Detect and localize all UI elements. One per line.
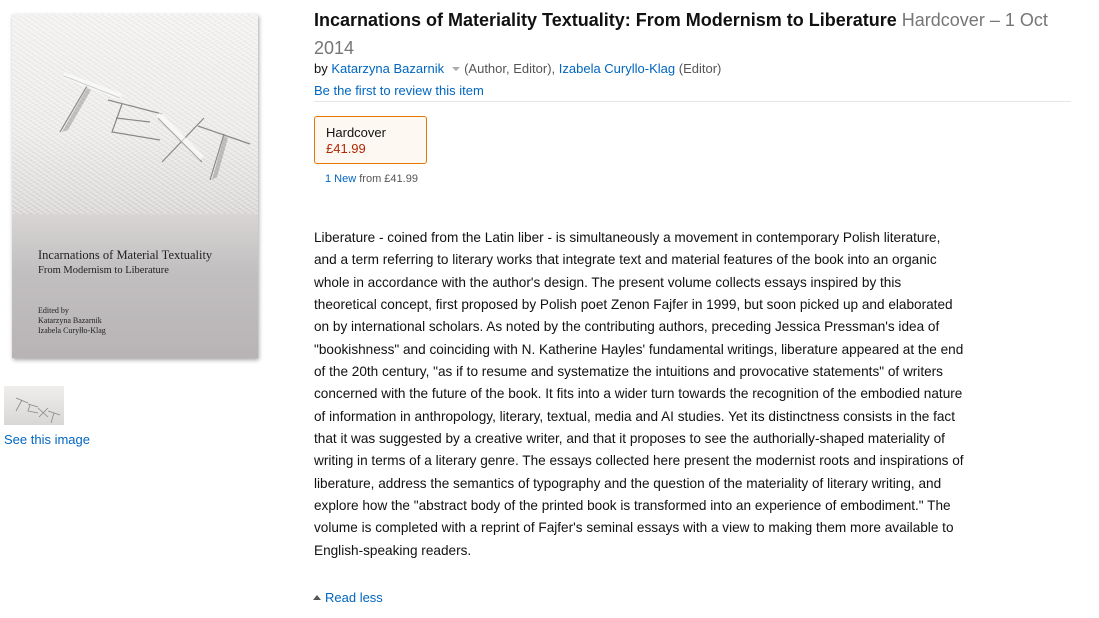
cover-editors — [38, 306, 248, 336]
author-2-role: (Editor) — [678, 61, 722, 76]
cover-editor-2: Izabela Curyłło-Klag — [38, 326, 106, 335]
new-offers-link[interactable]: 1 New — [325, 173, 357, 185]
read-less-label: Read less — [325, 590, 383, 605]
author-1-role: (Author, Editor), — [464, 61, 556, 76]
cover-thumbnail[interactable] — [4, 386, 64, 425]
book-description: Liberature - coined from the Latin liber - is simultaneously a movement in contemporary Polish literature, and a term referring to literary works that integrate text and material features of the book into an organic whole in accordance with the author's design. The present volume collects essays inspired by this theoretical concept, first proposed by Polish poet Zenon Fajfer in 1999, but soon picked up and elaborated on by international scholars. As noted by the contributing authors, preceding Jessica Pressman's idea of "bookishness" and coinciding with N. Katherine Hayles' fundamental writings, liberature appeared at the end of the 20th century, "as if to resume and systematize the intuitions and provocative statements" of writers concerned with the future of the book. It fits into a wider turn towards the recognition of the embodied nature of information in anthropology, literary, textual, media and AI studies. Yet its distinctness consists in the fact that it was suggested by a creative writer, and that it proposes to see the authorially-shaped materiality of writing in terms of a literary genre. The essays collected here present the modernist roots and inspirations of liberature, address the semantics of typography and the question of the materiality of literary writing, and explore how the "abstract body of the printed book is transformed into an experience of embodiment." The volume is completed with a reprint of Fajfer's seminal essays with a view to making them more available to English-speaking readers. — [314, 230, 964, 558]
by-label: by — [314, 61, 328, 76]
book-cover-image[interactable] — [12, 14, 258, 358]
offers-line — [325, 173, 418, 185]
cover-subtitle: From Modernism to Liberature — [38, 265, 169, 276]
thumbnail-art — [4, 386, 64, 425]
format-price: £41.99 — [326, 141, 366, 156]
format-label: Hardcover — [326, 125, 386, 140]
cover-cut-letters-art — [12, 14, 258, 214]
see-this-image-link[interactable]: See this image — [4, 432, 90, 447]
caret-up-icon — [313, 595, 321, 600]
offers-from-price: from £41.99 — [359, 173, 418, 185]
cover-editor-1: Katarzyna Bazarnik — [38, 316, 102, 325]
cover-title: Incarnations of Material Textuality — [38, 248, 213, 262]
product-title-line — [314, 6, 1074, 62]
write-review-link[interactable]: Be the first to review this item — [314, 83, 484, 98]
cover-edited-by: Edited by — [38, 306, 69, 315]
author-link-2[interactable]: Izabela Curyllo-Klag — [558, 61, 676, 76]
byline — [314, 61, 721, 77]
divider — [314, 101, 1071, 102]
product-title: Incarnations of Materiality Textuality: From Modernism to Liberature — [314, 10, 897, 30]
author-dropdown-caret-icon[interactable] — [452, 67, 460, 71]
format-and-date: Hardcover – 1 Oct 2014 — [314, 10, 1048, 58]
read-less-link[interactable] — [313, 590, 383, 605]
format-option-hardcover[interactable] — [314, 116, 427, 164]
author-link-1[interactable]: Katarzyna Bazarnik — [331, 61, 445, 76]
